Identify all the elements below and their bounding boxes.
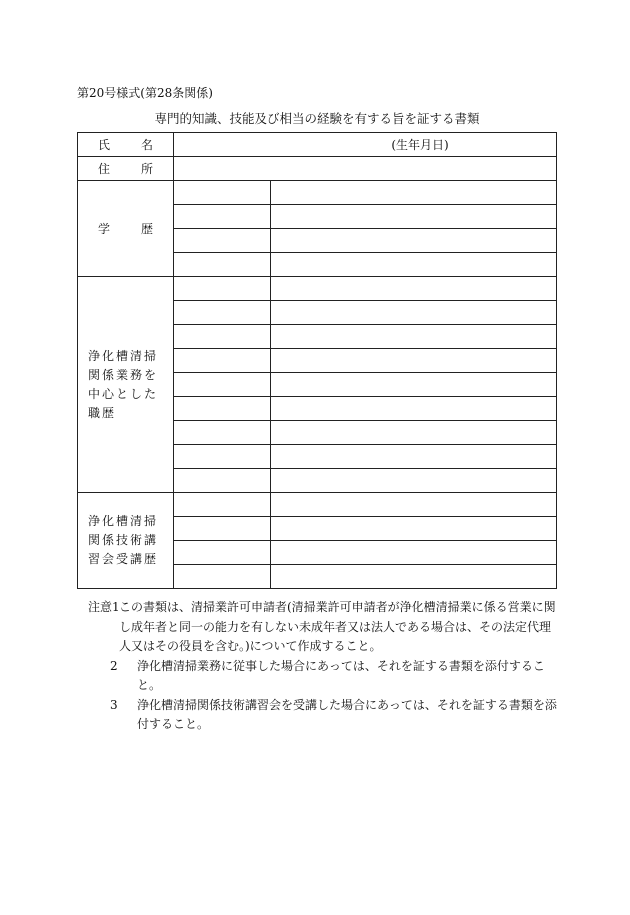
education-date-cell[interactable] bbox=[174, 229, 271, 253]
career-detail-cell[interactable] bbox=[271, 397, 557, 421]
note-text: この書類は、清掃業許可申請者(清掃業許可申請者が浄化槽清掃業に係る営業に関し成年者と同一の能力を有しない未成年者又は法人である場合は、その法定代理人又はその役員を含む。)について作成すること。 bbox=[119, 600, 556, 653]
career-detail-cell[interactable] bbox=[271, 445, 557, 469]
career-label-line: 関係業務を bbox=[88, 367, 159, 382]
career-date-cell[interactable] bbox=[174, 373, 271, 397]
career-label bbox=[78, 277, 174, 493]
career-label-line: 浄化槽清掃 bbox=[88, 348, 159, 363]
document-title: 専門的知識、技能及び相当の経験を有する旨を証する書類 bbox=[154, 111, 480, 126]
career-date-cell[interactable] bbox=[174, 397, 271, 421]
career-date-cell[interactable] bbox=[174, 445, 271, 469]
career-detail-cell[interactable] bbox=[271, 349, 557, 373]
education-date-cell[interactable] bbox=[174, 181, 271, 205]
training-detail-cell[interactable] bbox=[271, 541, 557, 565]
birth-date-label: (生年月日) bbox=[391, 138, 449, 152]
education-row bbox=[78, 181, 557, 205]
education-date-cell[interactable] bbox=[174, 253, 271, 277]
note-text: 浄化槽清掃業務に従事した場合にあっては、それを証する書類を添付すること。 bbox=[137, 658, 545, 692]
career-date-cell[interactable] bbox=[174, 301, 271, 325]
note-item-3 bbox=[88, 696, 558, 735]
career-date-cell[interactable] bbox=[174, 277, 271, 301]
training-date-cell[interactable] bbox=[174, 541, 271, 565]
career-row bbox=[78, 277, 557, 301]
name-field[interactable] bbox=[174, 133, 557, 157]
training-detail-cell[interactable] bbox=[271, 517, 557, 541]
education-date-cell[interactable] bbox=[174, 205, 271, 229]
training-date-cell[interactable] bbox=[174, 493, 271, 517]
address-label: 住 所 bbox=[78, 157, 174, 181]
education-detail-cell[interactable] bbox=[271, 229, 557, 253]
note-item-2 bbox=[88, 657, 558, 696]
career-detail-cell[interactable] bbox=[271, 325, 557, 349]
career-detail-cell[interactable] bbox=[271, 421, 557, 445]
career-detail-cell[interactable] bbox=[271, 277, 557, 301]
training-detail-cell[interactable] bbox=[271, 493, 557, 517]
career-date-cell[interactable] bbox=[174, 325, 271, 349]
address-row bbox=[78, 157, 557, 181]
career-label-line: 職歴 bbox=[88, 405, 117, 420]
education-detail-cell[interactable] bbox=[271, 253, 557, 277]
training-date-cell[interactable] bbox=[174, 565, 271, 589]
note-number: 3 bbox=[110, 697, 118, 712]
career-detail-cell[interactable] bbox=[271, 373, 557, 397]
note-prefix: 注意1 bbox=[88, 600, 120, 614]
training-row bbox=[78, 493, 557, 517]
address-field[interactable] bbox=[174, 157, 557, 181]
training-label-line: 浄化槽清掃 bbox=[88, 514, 159, 528]
career-date-cell[interactable] bbox=[174, 349, 271, 373]
name-label: 氏 名 bbox=[78, 133, 174, 157]
education-detail-cell[interactable] bbox=[271, 181, 557, 205]
credentials-table bbox=[77, 132, 557, 589]
form-number: 第20号様式(第28条関係) bbox=[77, 86, 213, 100]
education-detail-cell[interactable] bbox=[271, 205, 557, 229]
career-label-line: 中心とした bbox=[88, 386, 159, 401]
notes-section bbox=[88, 598, 558, 735]
note-number: 2 bbox=[110, 658, 118, 673]
career-detail-cell[interactable] bbox=[271, 469, 557, 493]
note-text: 浄化槽清掃関係技術講習会を受講した場合にあっては、それを証する書類を添付すること。 bbox=[137, 697, 557, 731]
training-label-line: 習会受講歴 bbox=[88, 552, 159, 566]
training-date-cell[interactable] bbox=[174, 517, 271, 541]
note-item-1 bbox=[88, 598, 558, 657]
training-detail-cell[interactable] bbox=[271, 565, 557, 589]
career-date-cell[interactable] bbox=[174, 421, 271, 445]
training-label-line: 関係技術講 bbox=[88, 533, 159, 547]
name-row bbox=[78, 133, 557, 157]
training-label bbox=[78, 493, 174, 589]
career-detail-cell[interactable] bbox=[271, 301, 557, 325]
career-date-cell[interactable] bbox=[174, 469, 271, 493]
education-label: 学 歴 bbox=[78, 181, 174, 277]
